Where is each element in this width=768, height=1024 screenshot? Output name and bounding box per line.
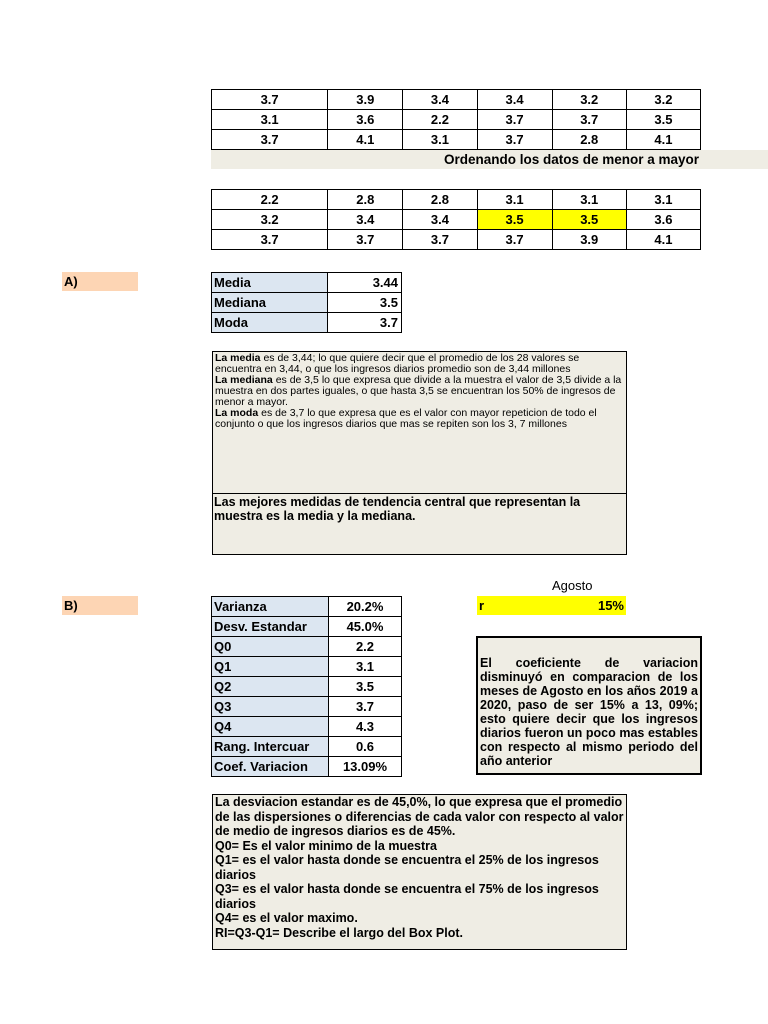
r-row <box>477 596 626 615</box>
explanation-line: La desviacion estandar es de 45,0%, lo que expresa que el promedio de las dispersiones o diferencias de cada valor con respecto al valor de medio de ingresos diarios es de 45%. <box>215 795 624 838</box>
table-cell: 3.9 <box>328 90 403 110</box>
moda-term: La moda <box>215 407 259 419</box>
table-cell: 3.6 <box>626 210 700 230</box>
table-row <box>212 697 402 717</box>
explanation-line: Q4= es el valor maximo. <box>215 911 358 925</box>
stat-value: 3.7 <box>328 313 402 333</box>
mediana-text: es de 3,5 lo que expresa que divide a la muestra el valor de 3,5 divide a la muestra en dos partes iguales, o que hasta 3,5 se encuentran los 50% de ingresos de menor a mayor. <box>215 374 622 408</box>
table-row <box>212 757 402 777</box>
central-tendency-table <box>211 272 402 333</box>
mediana-term: La mediana <box>215 374 273 386</box>
table-cell: 3.7 <box>477 130 552 150</box>
table-row <box>212 210 701 230</box>
table-cell: 3.1 <box>212 110 328 130</box>
dispersion-explanation <box>212 794 627 950</box>
media-term: La media <box>215 352 261 364</box>
median-highlight-cell: 3.5 <box>477 210 552 230</box>
table-row <box>212 637 402 657</box>
table-cell: 4.1 <box>626 130 700 150</box>
media-text: es de 3,44; lo que quiere decir que el promedio de los 28 valores se encuentra en 3,44, o que los ingresos diarios promedio son de 3,44 millones <box>215 352 580 375</box>
table-cell: 3.7 <box>212 130 328 150</box>
table-row <box>212 597 402 617</box>
explanation-line: Q1= es el valor hasta donde se encuentra el 25% de los ingresos diarios <box>215 853 599 882</box>
conclusion-text: Las mejores medidas de tendencia central que representan la muestra es la media y la mediana. <box>214 495 581 523</box>
stat-value: 3.1 <box>329 657 402 677</box>
table-cell: 3.2 <box>212 210 328 230</box>
table-cell: 2.8 <box>403 190 477 210</box>
table-cell: 2.2 <box>403 110 477 130</box>
table-row <box>212 273 402 293</box>
table-row <box>212 230 701 250</box>
table-cell: 3.1 <box>403 130 477 150</box>
stat-key: Media <box>212 273 328 293</box>
stat-key: Q1 <box>212 657 329 677</box>
table-cell: 3.4 <box>403 210 477 230</box>
table-row <box>212 657 402 677</box>
stat-value: 3.5 <box>328 293 402 313</box>
stat-value: 2.2 <box>329 637 402 657</box>
mediana-paragraph <box>215 375 624 408</box>
r-value: 15% <box>597 598 624 613</box>
table-cell: 3.6 <box>328 110 403 130</box>
table-row <box>212 110 701 130</box>
table-row <box>212 313 402 333</box>
dispersion-table <box>211 596 402 777</box>
stat-value: 3.44 <box>328 273 402 293</box>
sorted-banner <box>211 150 768 169</box>
stat-value: 20.2% <box>329 597 402 617</box>
table-row <box>212 293 402 313</box>
media-paragraph <box>215 353 624 375</box>
r-label: r <box>479 598 485 613</box>
stat-value: 0.6 <box>329 737 402 757</box>
stat-key: Mediana <box>212 293 328 313</box>
table-cell: 3.4 <box>477 90 552 110</box>
moda-paragraph <box>215 408 624 430</box>
table-cell: 3.1 <box>552 190 626 210</box>
table-cell: 3.5 <box>626 110 700 130</box>
table-cell: 3.7 <box>477 110 552 130</box>
stat-key: Q4 <box>212 717 329 737</box>
stat-value: 13.09% <box>329 757 402 777</box>
table-cell: 3.7 <box>212 230 328 250</box>
table-cell: 3.4 <box>328 210 403 230</box>
conclusion-divider <box>212 493 627 494</box>
table-cell: 3.1 <box>477 190 552 210</box>
stat-key: Q2 <box>212 677 329 697</box>
stat-key: Q0 <box>212 637 329 657</box>
agosto-header: Agosto <box>552 578 593 593</box>
table-cell: 3.7 <box>403 230 477 250</box>
table-row <box>212 677 402 697</box>
stat-key: Varianza <box>212 597 329 617</box>
table-cell: 2.8 <box>328 190 403 210</box>
table-cell: 3.4 <box>403 90 477 110</box>
table-cell: 3.7 <box>552 110 626 130</box>
table-row <box>212 717 402 737</box>
table-cell: 3.7 <box>477 230 552 250</box>
stat-value: 3.5 <box>329 677 402 697</box>
moda-text: es de 3,7 lo que expresa que es el valor con mayor repeticion de todo el conjunto o que los ingresos diarios que mas se repiten son los 3, 7 millones <box>215 407 597 430</box>
table-cell: 3.2 <box>626 90 700 110</box>
explanation-line: RI=Q3-Q1= Describe el largo del Box Plot. <box>215 925 463 940</box>
stat-value: 4.3 <box>329 717 402 737</box>
central-tendency-explanation <box>212 351 627 555</box>
table-cell: 3.2 <box>552 90 626 110</box>
stat-key: Moda <box>212 313 328 333</box>
table-row <box>212 617 402 637</box>
table-cell: 2.2 <box>212 190 328 210</box>
table-cell: 4.1 <box>626 230 700 250</box>
stat-key: Q3 <box>212 697 329 717</box>
table-cell: 2.8 <box>552 130 626 150</box>
section-a-label: A) <box>62 272 138 291</box>
sorted-data-table <box>211 189 701 250</box>
explanation-line: Q3= es el valor hasta donde se encuentra el 75% de los ingresos diarios <box>215 882 599 911</box>
table-row <box>212 130 701 150</box>
table-cell: 3.9 <box>552 230 626 250</box>
explanation-line: Q0= Es el valor minimo de la muestra <box>215 838 437 853</box>
section-b-label: B) <box>62 596 138 615</box>
table-cell: 3.7 <box>212 90 328 110</box>
stat-key: Rang. Intercuar <box>212 737 329 757</box>
table-cell: 3.1 <box>626 190 700 210</box>
table-cell: 3.7 <box>328 230 403 250</box>
sorted-banner-text: Ordenando los datos de menor a mayor <box>444 152 700 167</box>
stat-key: Desv. Estandar <box>212 617 329 637</box>
stat-key: Coef. Variacion <box>212 757 329 777</box>
original-data-table <box>211 89 701 150</box>
stat-value: 45.0% <box>329 617 402 637</box>
table-row <box>212 190 701 210</box>
table-row <box>212 737 402 757</box>
median-highlight-cell: 3.5 <box>552 210 626 230</box>
cv-comment-text: El coeficiente de variacion disminuyó en comparacion de los meses de Agosto en los años 2019 a 2020, paso de ser 15% a 13, 09%; esto quiere decir que los ingresos diarios fueron un poco mas estables con respecto al mismo periodo del año anterior <box>480 656 698 768</box>
table-row <box>212 90 701 110</box>
table-cell: 4.1 <box>328 130 403 150</box>
cv-comment-box <box>476 636 702 775</box>
stat-value: 3.7 <box>329 697 402 717</box>
